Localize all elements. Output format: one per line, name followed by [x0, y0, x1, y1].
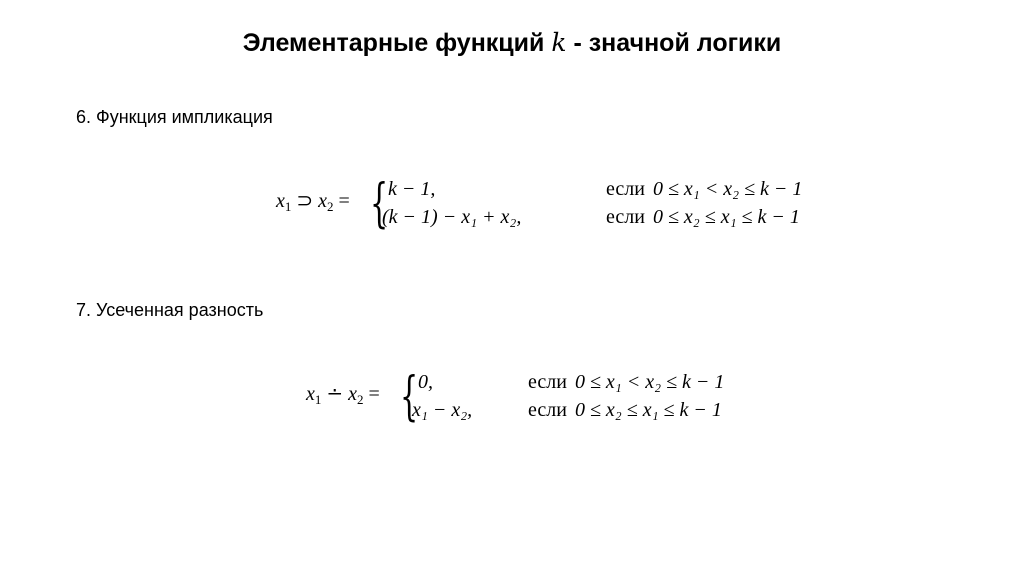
implication-case2-condition — [606, 204, 800, 230]
truncated-difference-case1-condition — [528, 369, 724, 395]
implication-heading: 6. Функция импликация — [76, 107, 273, 127]
implication-case1-value: k − 1, — [388, 178, 436, 200]
condition-text: 0 ≤ x₁ < x₂ ≤ k − 1 — [574, 371, 725, 393]
lhs-var-a-subscript: 1 — [314, 392, 322, 407]
lhs-var-b: x — [318, 190, 328, 212]
truncated-minus-operator: ∸ — [326, 383, 344, 405]
if-word: если — [528, 399, 567, 421]
truncated-difference-heading: 7. Усеченная разность — [76, 300, 264, 320]
implication-case1-condition — [606, 176, 802, 202]
lhs-var-b-subscript: 2 — [327, 199, 334, 214]
left-brace: { — [370, 174, 389, 234]
lhs-var-a: x — [306, 383, 315, 405]
if-word: если — [528, 371, 567, 393]
lhs-var-b: x — [348, 383, 358, 405]
slide-title — [0, 28, 1024, 58]
condition-text: 0 ≤ x₂ ≤ x₁ ≤ k − 1 — [652, 206, 800, 228]
lhs-var-a: x — [276, 190, 285, 212]
truncated-difference-lhs — [306, 381, 380, 413]
truncated-difference-case1-value: 0, — [418, 371, 433, 393]
implication-lhs — [276, 188, 350, 220]
lhs-var-b-subscript: 2 — [357, 392, 364, 407]
slide-title-variable: k — [551, 28, 567, 57]
implication-case2-value: (k − 1) − x₁ + x₂, — [382, 206, 522, 228]
equals-sign: = — [368, 383, 380, 405]
truncated-difference-formula — [306, 369, 786, 427]
truncated-difference-case2-condition — [528, 397, 722, 423]
condition-text: 0 ≤ x₁ < x₂ ≤ k − 1 — [652, 178, 803, 200]
slide-title-suffix: - значной логики — [573, 29, 782, 57]
if-word: если — [606, 206, 645, 228]
slide-title-prefix: Элементарные функций — [242, 29, 545, 57]
implication-operator: ⊃ — [296, 190, 314, 212]
if-word: если — [606, 178, 645, 200]
equals-sign: = — [338, 190, 350, 212]
left-brace: { — [400, 367, 419, 427]
lhs-var-a-subscript: 1 — [284, 199, 292, 214]
truncated-difference-case2-value: x₁ − x₂, — [412, 399, 473, 421]
condition-text: 0 ≤ x₂ ≤ x₁ ≤ k − 1 — [574, 399, 722, 421]
implication-formula — [276, 176, 816, 234]
